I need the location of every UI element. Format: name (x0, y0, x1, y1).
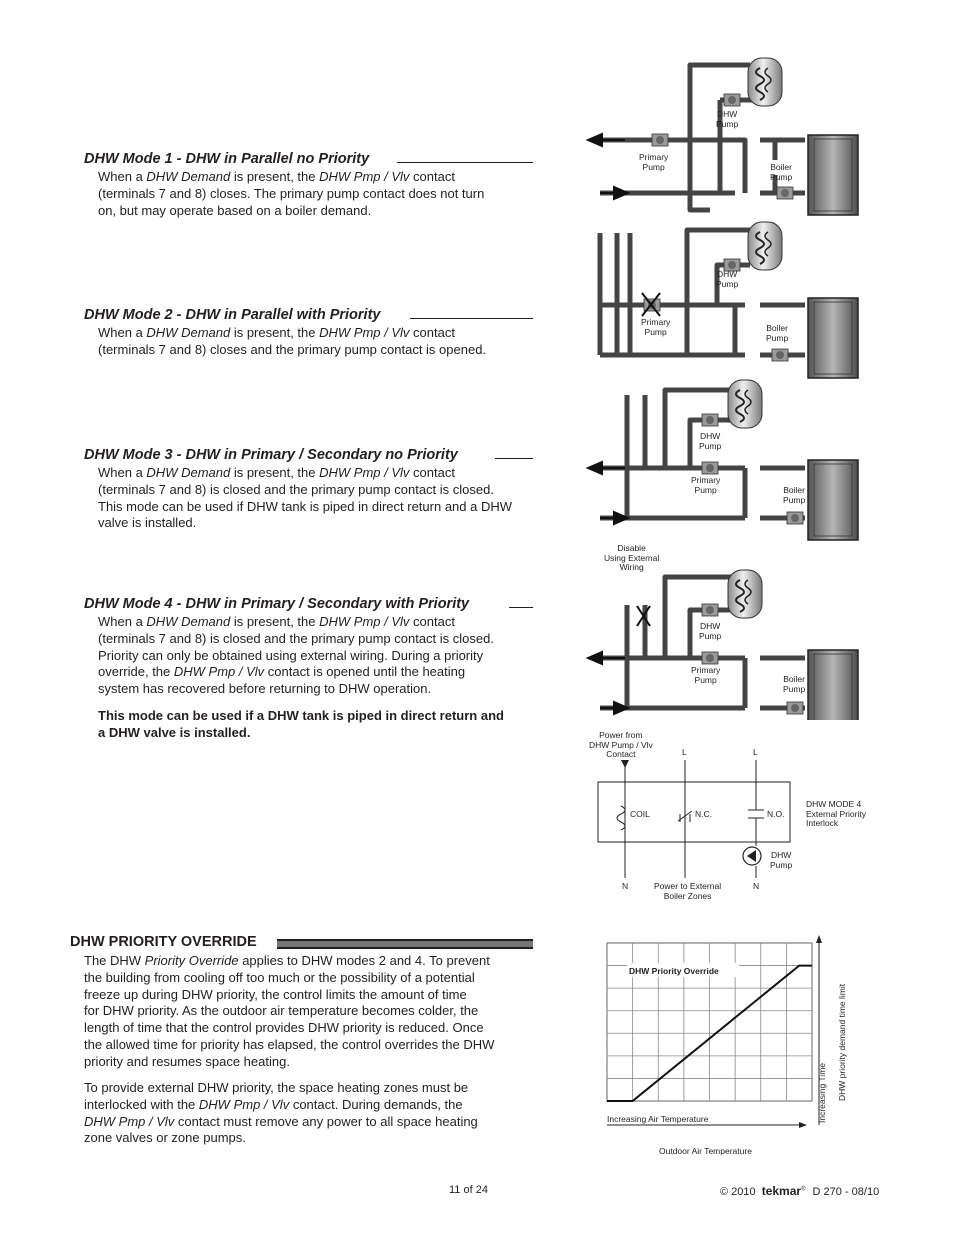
mode2-title-rule (410, 318, 533, 319)
chart-title: DHW Priority Override (629, 966, 719, 976)
coil-label: COIL (630, 809, 650, 819)
chart-y-arrowhead (816, 935, 822, 943)
copyright: © 2010 (720, 1186, 756, 1198)
text-line: (terminals 7 and 8) is closed and the primary pump contact is closed. (98, 630, 494, 646)
d1-dhw-pump-label: DHW Pump (716, 109, 739, 129)
n1-label: N (622, 881, 629, 891)
override-chart (595, 935, 860, 1155)
mode4-title-rule (509, 607, 533, 608)
text-line: the building from cooling off too much or the possibility of a potential (84, 969, 475, 985)
text-line: DHW Pmp / Vlv contact must remove any power to all space heating (84, 1113, 478, 1129)
l1-label: L (682, 747, 687, 757)
text-line: on, but may operate based on a boiler demand. (98, 202, 372, 218)
text-line: When a DHW Demand is present, the DHW Pmp / Vlv contact (98, 325, 455, 340)
page-number: 11 of 24 (449, 1184, 488, 1196)
text-line: When a DHW Demand is present, the DHW Pmp / Vlv contact (98, 614, 455, 629)
text-line: freeze up during DHW priority, the control limits the amount of time (84, 986, 467, 1002)
mode3-title-rule (495, 458, 533, 459)
chart-xlabel: Increasing Air Temperature (607, 1114, 709, 1124)
text-line: To provide external DHW priority, the space heating zones must be (84, 1080, 469, 1095)
chart-ylabel2: DHW priority demand time limit (837, 983, 847, 1101)
d4-primary-pump-label: Primary Pump (691, 665, 721, 685)
text-line: length of time that the control provides DHW priority is reduced. Once (84, 1020, 484, 1036)
d2-primary-pump-label: Primary Pump (641, 317, 671, 337)
text-line: interlocked with the DHW Pmp / Vlv contact. During demands, the (84, 1096, 463, 1112)
mode4-interlock-label: DHW MODE 4 External Priority Interlock (806, 799, 866, 828)
text-line: zone valves or zone pumps. (84, 1130, 246, 1146)
chart-x-arrowhead (799, 1122, 807, 1128)
text-line: priority and resumes space heating. (84, 1053, 290, 1069)
mode2-title: DHW Mode 2 - DHW in Parallel with Priority (84, 307, 381, 323)
override-title-bar (277, 939, 533, 949)
text-line: When a DHW Demand is present, the DHW Pmp / Vlv contact (98, 169, 455, 184)
mode3-title: DHW Mode 3 - DHW in Primary / Secondary no Priority (84, 447, 458, 463)
d2-dhw-pump-label: DHW Pump (716, 269, 739, 289)
brand-logo: tekmar (761, 1184, 802, 1198)
brand-reg: ® (801, 1186, 806, 1193)
mode1-title: DHW Mode 1 - DHW in Parallel no Priority (84, 151, 370, 167)
power-to-label: Power to External Boiler Zones (654, 881, 722, 901)
nc-label: N.C. (695, 809, 712, 819)
text-line: This mode can be used if DHW tank is piped in direct return and a DHW (98, 498, 513, 514)
mode2-body (98, 325, 533, 359)
text-line: valve is installed. (98, 515, 197, 531)
text-line: (terminals 7 and 8) closes and the primary pump contact is opened. (98, 341, 487, 357)
text-line: for DHW priority. As the outdoor air temperature becomes colder, the (84, 1003, 479, 1019)
mode3-body (98, 465, 533, 532)
d3-boiler-pump-label: Boiler Pump (783, 485, 806, 505)
override-para2 (84, 1080, 533, 1147)
chart-ylabel: Increasing Time (817, 1063, 827, 1123)
n2-label: N (753, 881, 760, 891)
mode1-body (98, 169, 533, 219)
d1-boiler-pump-label: Boiler Pump (770, 162, 793, 182)
mode1-title-rule (397, 162, 533, 163)
text-line: system has recovered before returning to DHW operation. (98, 681, 432, 697)
override-para1 (84, 953, 533, 1071)
mode4-body (98, 614, 533, 698)
text-line: Priority can only be obtained using external wiring. During a priority (98, 647, 484, 663)
mode4-note (98, 707, 538, 741)
d3-primary-pump-label: Primary Pump (691, 475, 721, 495)
d2-boiler-pump-label: Boiler Pump (766, 323, 789, 343)
d4-dhw-pump-label: DHW Pump (699, 621, 722, 641)
wiring-dhw-pump-label: DHW Pump (770, 850, 793, 870)
mode4-note-line: a DHW valve is installed. (98, 725, 251, 740)
doc-number: D 270 - 08/10 (812, 1186, 880, 1198)
text-line: (terminals 7 and 8) is closed and the primary pump contact is closed. (98, 481, 494, 497)
d3-dhw-pump-label: DHW Pump (699, 431, 722, 451)
footer-brand (720, 1184, 879, 1198)
d4-disable-wiring-label: Disable Using External Wiring (604, 543, 660, 572)
mode4-title: DHW Mode 4 - DHW in Primary / Secondary with Priority (84, 596, 470, 612)
text-line: the allowed time for priority has elapsed, the control overrides the DHW (84, 1036, 495, 1052)
d1-primary-pump-label: Primary Pump (639, 152, 669, 172)
text-line: override, the DHW Pmp / Vlv contact is opened until the heating (98, 664, 466, 680)
chart-xlabel2: Outdoor Air Temperature (659, 1146, 752, 1155)
override-title: DHW PRIORITY OVERRIDE (70, 934, 257, 950)
text-line: The DHW Priority Override applies to DHW modes 2 and 4. To prevent (84, 953, 490, 968)
l2-label: L (753, 747, 758, 757)
text-line: When a DHW Demand is present, the DHW Pmp / Vlv contact (98, 465, 455, 480)
piping-diagrams (580, 50, 880, 720)
d4-boiler-pump-label: Boiler Pump (783, 674, 806, 694)
text-line: (terminals 7 and 8) closes. The primary pump contact does not turn (98, 185, 485, 201)
no-label: N.O. (767, 809, 785, 819)
power-from-label: Power from DHW Pump / Vlv Contact (589, 730, 653, 759)
mode4-note-line: This mode can be used if a DHW tank is piped in direct return and (98, 708, 504, 723)
